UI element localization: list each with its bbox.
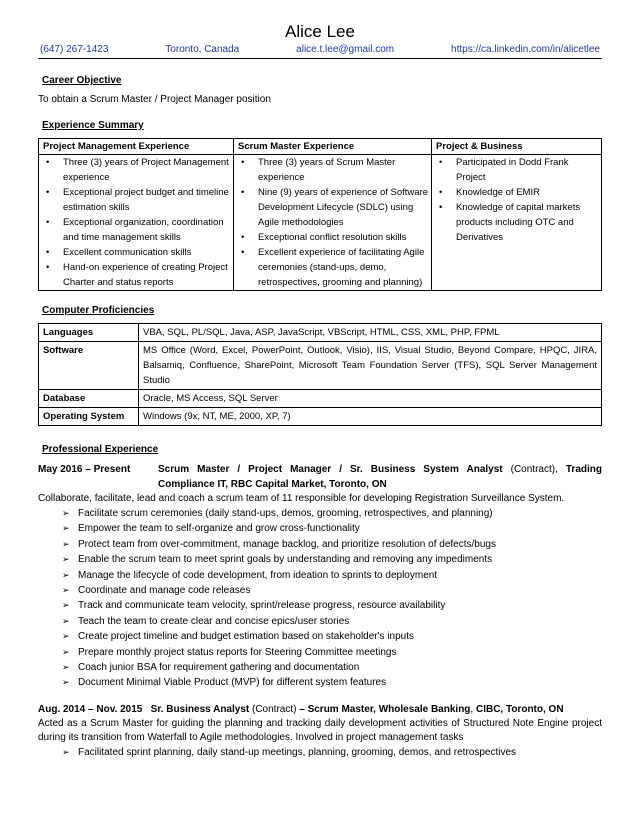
row-value: Windows (9x, NT, ME, 2000, XP, 7) [139, 408, 602, 426]
list-item: ➢ Teach the team to create clear and concise epics/user stories [62, 614, 602, 629]
experience-summary-table [38, 138, 602, 291]
job-bullets [62, 506, 602, 691]
list-item: ➢ Track and communicate team velocity, sprint/release progress, resource availability [62, 598, 602, 613]
list-item: • Excellent experience of facilitating Agile ceremonies (stand-ups, demo, retrospectives, grooming and planning) [236, 245, 429, 290]
list-item: • Exceptional organization, coordination and time management skills [41, 215, 231, 245]
column-header: Project Management Experience [39, 139, 234, 155]
list-item: ➢ Empower the team to self-organize and grow cross-functionality [62, 521, 602, 536]
list-item: • Three (3) years of Scrum Master experience [236, 155, 429, 185]
job-role: Scrum Master / Project Manager / Sr. Business System Analyst [158, 464, 503, 475]
location: Toronto, Canada [165, 44, 240, 55]
job-dash: – [299, 703, 305, 715]
list-item: • Nine (9) years of experience of Software Development Lifecycle (SDLC) using Agile methodologies [236, 185, 429, 230]
job-company: Scrum Master, Wholesale Banking [307, 703, 471, 715]
list-item: ➢ Coordinate and manage code releases [62, 583, 602, 598]
contact-line [38, 42, 602, 59]
table-cell [39, 155, 234, 291]
job-date: May 2016 – Present [38, 464, 131, 475]
computer-proficiencies-table [38, 323, 602, 426]
linkedin-link[interactable]: https://ca.linkedin.com/in/alicetlee [451, 44, 600, 55]
job-date: Aug. 2014 – Nov. 2015 [38, 703, 143, 715]
list-item: ➢ Facilitated sprint planning, daily stand-up meetings, planning, grooming, demos, and retrospectives [62, 745, 602, 760]
row-label: Software [39, 342, 139, 390]
row-value: Oracle, MS Access, SQL Server [139, 390, 602, 408]
list-item: ➢ Enable the scrum team to meet sprint goals by understanding and removing any impediments [62, 552, 602, 567]
row-label: Languages [39, 324, 139, 342]
list-item: ➢ Facilitate scrum ceremonies (daily stand-ups, demos, grooming, retrospectives, and planning) [62, 506, 602, 521]
list-item: • Knowledge of capital markets products including OTC and Derivatives [434, 200, 599, 245]
job-header [38, 703, 602, 717]
column-header: Project & Business [432, 139, 602, 155]
list-item: • Exceptional project budget and timeline estimation skills [41, 185, 231, 215]
job-description: Collaborate, facilitate, lead and coach a scrum team of 11 responsible for developing Registration Surveillance System. [38, 493, 565, 504]
table-row [39, 324, 602, 342]
career-objective-title: Career Objective [42, 75, 122, 86]
list-item: ➢ Manage the lifecycle of code development, from ideation to sprints to deployment [62, 568, 602, 583]
list-item: • Excellent communication skills [41, 245, 231, 260]
job-entry [38, 462, 602, 691]
job-type: (Contract), [510, 464, 558, 475]
job-company: Trading Compliance IT, RBC Capital Market, Toronto, ON [158, 464, 602, 490]
row-value: VBA, SQL, PL/SQL, Java, ASP, JavaScript, VBScript, HTML, CSS, XML, PHP, FPML [139, 324, 602, 342]
job-location: CIBC, Toronto, ON [475, 703, 564, 715]
list-item: ➢ Coach junior BSA for requirement gathering and documentation [62, 660, 602, 675]
table-row [39, 139, 602, 155]
experience-summary-title: Experience Summary [42, 120, 144, 131]
table-row [39, 390, 602, 408]
email-link[interactable]: alice.t.lee@gmail.com [296, 44, 395, 55]
job-description: Acted as a Scrum Master for guiding the planning and tracking daily development activities of Structured Note Engine project during its transition from Waterfall to Agile methodologies. Involved in project management tasks [38, 717, 602, 743]
computer-proficiencies-title: Computer Proficiencies [42, 305, 155, 316]
job-entry [38, 703, 602, 760]
list-item: • Hand-on experience of creating Project Charter and status reports [41, 260, 231, 290]
professional-experience-title: Professional Experience [42, 444, 159, 455]
phone-number: (647) 267-1423 [40, 44, 109, 55]
job-title [158, 462, 602, 492]
job-comma: , [470, 703, 474, 715]
list-item: • Exceptional conflict resolution skills [236, 230, 429, 245]
job-header [38, 462, 602, 492]
table-row [39, 342, 602, 390]
candidate-name: Alice Lee [285, 22, 355, 41]
job-bullets [62, 745, 602, 760]
table-row [39, 155, 602, 291]
list-item: • Three (3) years of Project Management experience [41, 155, 231, 185]
column-header: Scrum Master Experience [234, 139, 432, 155]
table-row [39, 408, 602, 426]
list-item: ➢ Create project timeline and budget estimation based on stakeholder's inputs [62, 629, 602, 644]
row-label: Database [39, 390, 139, 408]
row-label: Operating System [39, 408, 139, 426]
table-cell [432, 155, 602, 291]
job-type: (Contract) [252, 703, 297, 715]
list-item: ➢ Prepare monthly project status reports for Steering Committee meetings [62, 645, 602, 660]
list-item: • Knowledge of EMIR [434, 185, 599, 200]
list-item: ➢ Protect team from over-commitment, manage backlog, and prioritize resolution of defects/bugs [62, 537, 602, 552]
list-item: ➢ Document Minimal Viable Product (MVP) for different system features [62, 675, 602, 690]
table-cell [234, 155, 432, 291]
list-item: • Participated in Dodd Frank Project [434, 155, 599, 185]
career-objective-text: To obtain a Scrum Master / Project Manager position [38, 94, 271, 105]
row-value: MS Office (Word, Excel, PowerPoint, Outlook, Visio), IIS, Visual Studio, Beyond Compare, HPQC, JIRA, Balsamiq, Confluence, SharePoint, Microsoft Team Foundation Server (TFS), SQL Server Management Studio [139, 342, 602, 390]
job-role: Sr. Business Analyst [150, 703, 250, 715]
